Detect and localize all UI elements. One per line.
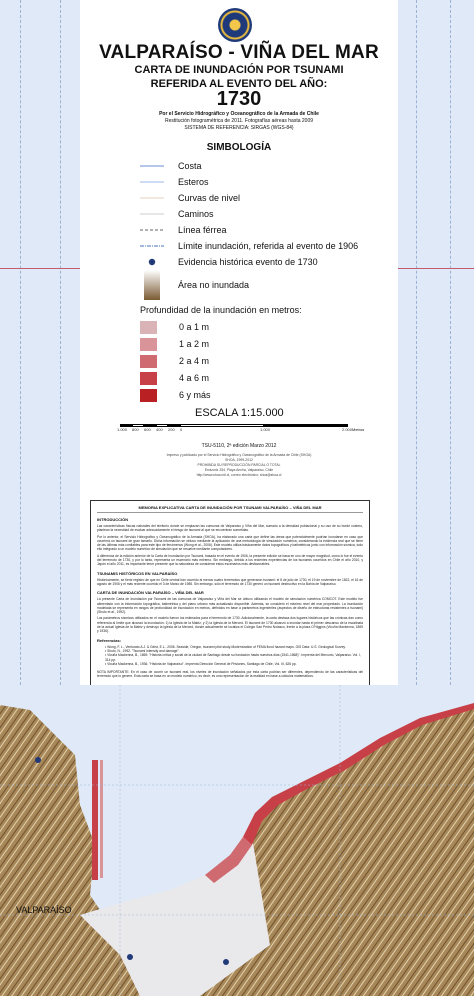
legend-item-non-flooded [140, 270, 249, 300]
historical-evidence-icon [140, 256, 164, 268]
legend-title: SIMBOLOGÍA [206, 142, 272, 153]
scale-segment [264, 424, 348, 427]
memo-paragraph: Históricamente, se tiene registro de que en Chile central han ocurrido al menos cuatro terremotos que generaron tsunami: el 8 de julio de 1730, el 19 de noviembre de 1822, el 16 de agosto de 1906 y el más reciente ocurrido el 3 de Marzo de 1985. Sin embargo, sólo el terremoto de 1730 generó un tsunami destructivo en la Bahía de Valparaíso. [97, 577, 363, 586]
historical-evidence-marker [223, 959, 229, 965]
contact-note: http://www.shoa.mil.cl, correo electrónico: shoa@shoa.cl [196, 473, 282, 477]
publisher-note: Impreso y publicado por el Servicio Hidrográfico y Oceanográfico de la Armada de Chile (SHOA) [166, 453, 312, 457]
scale-tick-label: 0 [180, 427, 183, 432]
historical-evidence-marker [35, 757, 41, 763]
memo-heading: TSUNAMIS HISTÓRICOS EN VALPARAÍSO [97, 570, 178, 576]
depth-color-swatch [140, 338, 157, 351]
depth-label: 0 a 1 m [179, 322, 210, 332]
map-sheet-right-margin [398, 0, 474, 685]
map-title: VALPARAÍSO - VIÑA DEL MAR [99, 42, 379, 63]
scale-tick-label: 800 [132, 427, 139, 432]
depth-label: 4 a 6 m [179, 373, 210, 383]
map-subtitle: CARTA DE INUNDACIÓN POR TSUNAMI [134, 64, 344, 76]
memo-reference: • Vicuña Mackenna, B., 1869. "Historia crítica y social de la ciudad de Santiago desde su fundación hasta nuestros días (1541-1868)". Imprenta del Mercurio, Valparaíso. Vol. I, 314 pp. [105, 653, 361, 662]
map-sheet-left-margin [0, 0, 80, 685]
scale-tick-label: 400 [156, 427, 163, 432]
legend-item-railway [140, 224, 227, 236]
depth-color-swatch [140, 321, 157, 334]
inundation-map [0, 685, 474, 996]
map-subtitle-event: REFERIDA AL EVENTO DEL AÑO: [150, 78, 328, 90]
depth-color-swatch [140, 389, 157, 402]
legend-label: Esteros [178, 177, 209, 187]
depth-label: 6 y más [179, 390, 211, 400]
memo-heading: CARTA DE INUNDACIÓN VALPARAÍSO – VIÑA DEL MAR [97, 590, 204, 596]
coast-line-icon [140, 160, 164, 172]
estuary-line-icon [140, 176, 164, 188]
grid-line [416, 0, 417, 685]
depth-class [140, 320, 209, 334]
legend-label: Evidencia histórica evento de 1730 [178, 257, 318, 267]
historical-evidence-marker [127, 954, 133, 960]
legend-label: Área no inundada [178, 280, 250, 290]
scale-unit: Metros [352, 427, 365, 432]
memo-reference: • Shuto, N., 1992. "Tsunami intensity and damage". [105, 648, 180, 653]
road-line-icon [140, 208, 164, 220]
scale-label: ESCALA 1:15.000 [195, 407, 284, 419]
legend-label: Caminos [178, 209, 214, 219]
legend-item-coast [140, 160, 202, 172]
reference-system: SISTEMA DE REFERENCIA: SIRGAS (WGS-84) [184, 125, 294, 131]
legend-item-estuary [140, 176, 209, 188]
railway-line-icon [140, 224, 164, 236]
memo-heading: Referencias: [97, 637, 122, 643]
depth-label: 1 a 2 m [179, 339, 210, 349]
memo-title: MEMORIA EXPLICATIVA CARTA DE INUNDACIÓN POR TSUNAMI VALPARAÍSO – VIÑA DEL MAR [97, 505, 363, 513]
depth-class [140, 337, 209, 351]
grid-line [60, 0, 61, 685]
event-year: 1730 [216, 88, 262, 110]
grid-line [20, 0, 21, 685]
restitution-text: Restitución fotogramétrica de 2011. Fotografías aéreas hasta 2009 [164, 118, 314, 124]
legend-item-historical-evidence [140, 256, 318, 268]
depth-class [140, 371, 209, 385]
pier [100, 760, 103, 878]
memo-reference: • Wong, F. L., Venturato A.J. & Geist, E.L., 2006. Seaside, Oregon, tsunami pilot study-Modernization of FEMA flood hazard maps. GIS Data: U.S. Geological Survey. [105, 644, 346, 649]
scale-bar [117, 420, 353, 438]
scale-tick-label: 2.000 [342, 427, 353, 432]
legend-label: Línea férrea [178, 225, 227, 235]
grid-line [0, 268, 80, 269]
depth-class [140, 388, 211, 402]
grid-line [450, 0, 451, 685]
memo-reference: • Vicuña Mackenna, B., 1936. "Historia de Valparaíso". Imprenta Dirección General de Prisiones, Santiago de Chile, Vol. III, 626 pp. [105, 661, 297, 666]
memo-paragraph: La presente Carta de Inundación por Tsunami de las comunas de Valparaíso y Viña del Mar se obtuvo utilizando el modelo de simulación numérica COMCOT. Este modelo fue alimentado con la información topográfica, batimétrica y del plano urbano más actualizado disponible. Además, se consideró el máximo nivel del mar proyectado. La inundación modelada se representa en rangos de profundidad de inundación en metros, definidos en base a parámetros ingenieriles (aspectos de diseño de estructuras resistentes a tsunami)(Shuto et al., 1992). [97, 597, 363, 615]
memo-paragraph: Las características físicas naturales del territorio donde se emplazan las comunas de Valparaíso y Viña del Mar, sumado a la densidad poblacional y su uso de su borde costero, plantean la necesidad de evaluar adecuadamente el riesgo de tsunami al que se encuentran sometidas. [97, 524, 363, 533]
depth-class [140, 354, 209, 368]
reproduction-note: PROHIBIDA SU REPRODUCCIÓN PARCIAL O TOTAL [197, 463, 281, 467]
producer-text: Por el Servicio Hidrográfico y Oceanográfico de la Armada de Chile [159, 111, 319, 117]
scale-tick-label: 1.000 [117, 427, 128, 432]
address-note: Errázuriz 254, Playa Ancha, Valparaíso, Chile [204, 468, 274, 472]
contour-line-icon [140, 192, 164, 204]
city-label: VALPARAÍSO [16, 905, 72, 915]
depth-label: 2 a 4 m [179, 356, 210, 366]
legend-item-roads [140, 208, 214, 220]
shoa-seal-icon [218, 8, 252, 42]
legend-label: Límite inundación, referida al evento de 1906 [178, 241, 359, 251]
non-flooded-area-icon [140, 270, 164, 300]
legend-item-flood-limit [140, 240, 358, 252]
memo-heading: INTRODUCCIÓN [97, 517, 129, 522]
scale-tick-label: 1.000 [260, 427, 271, 432]
edition-text: TSU-5110, 2ª edición Marzo 2012 [201, 443, 277, 449]
memo-paragraph: A diferencia de la edición anterior de la Carta de Inundación por Tsunami, basada en el evento de 1906, la presente edición se basa en uno de mayor magnitud, como lo fue el evento del terremoto de 1730, y por lo tanto, representa un escenario más extremo. Sin embargo, debido a los recientes experiencias de los tsunamis ocurridos en Chile el año 2010, y Japón el año 2011, es importante tener presente que la naturaleza de considerar estos escenarios más desfavorables. [97, 553, 363, 567]
memo-important-note: NOTA IMPORTANTE: En el caso de ocurrir un tsunami real, los niveles de inundación señalados por esta carta podrían ser diferentes, dependiendo de las características del terremoto que lo genere. Esta carta se basa en un modelo numérico, es decir, es una representación de la realidad en base a cálculos matemáticos. [97, 670, 363, 679]
scale-tick-label: 200 [168, 427, 175, 432]
depth-color-swatch [140, 355, 157, 368]
pier [92, 760, 98, 880]
depth-color-swatch [140, 372, 157, 385]
scale-tick-label: 600 [144, 427, 151, 432]
depth-legend-title: Profundidad de la inundación en metros: [140, 305, 302, 315]
scale-segment [180, 424, 264, 427]
flood-limit-line-icon [140, 240, 164, 252]
legend-label: Curvas de nivel [178, 193, 241, 203]
legend-item-contours [140, 192, 240, 204]
copyright-note: SHOA, 1999-2012 [225, 458, 253, 462]
memo-paragraph: Por lo anterior, el Servicio Hidrográfico y Oceanográfico de la Armada (SHOA), ha elaborado una carta que define las áreas que potencialmente podrían inundarse en caso que ocurriera un tsunami de gran tamaño. Dicha información se obtuvo mediante la aplicación de una metodología de simulación numérica, considerando la evidencia real que se tiene de las últimas más confiables para este tipo de fenómenos (Wong et al., 2006). Este modelo utiliza básicamente datos topográficos y batimétricos junto con información sísmica, todo ello integrado a un modelo numérico de simulación que se resuelve mediante computadores. [97, 534, 363, 552]
memo-paragraph: Los parámetros sísmicos utilizados en el modelo fueron los estimados para el terremoto de 1730. Adicionalmente, la carta destaca dos lugares históricos que las crónicas dan como referencia al límite que alcanzó la inundación: 1) la Iglesia de la Matriz, y 2) la Iglesia de la Merced. El tsunami de 1730 alcanzó a inundar hasta el primer descanso de la escalinata de la actual Iglesia de la Matriz y destruyó la iglesia de la Merced, donde actualmente se localiza el Colegio San Pedro Nolasco, frente a la plaza O'Higgins (Vicuña Mackenna, 1869 y 1936). [97, 616, 363, 634]
legend-label: Costa [178, 161, 202, 171]
grid-line [398, 268, 474, 269]
